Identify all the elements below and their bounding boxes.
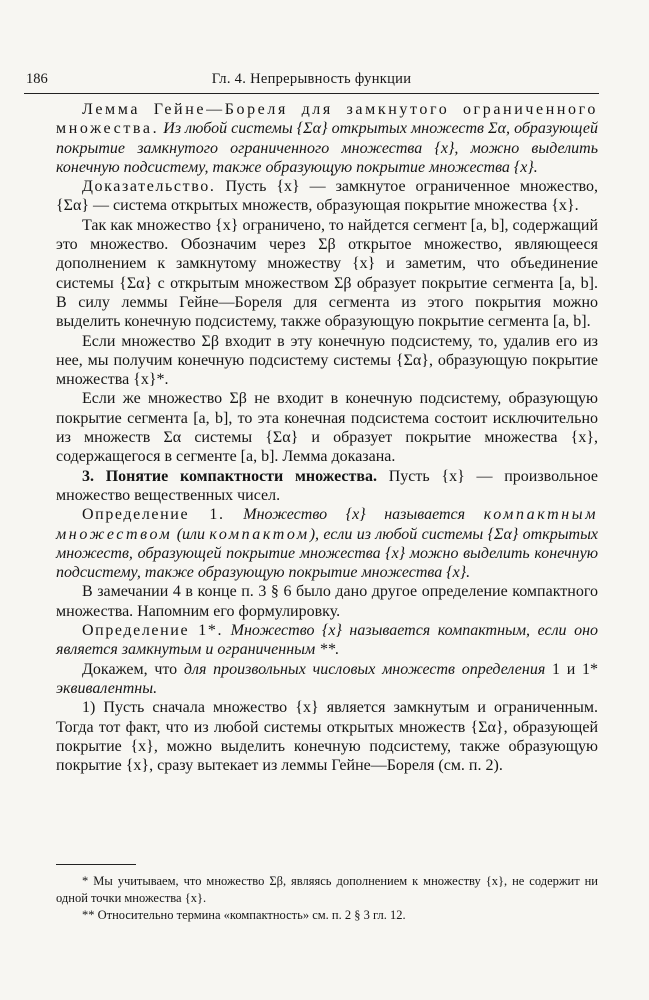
definition-1-text-b: (или — [176, 525, 206, 543]
footnotes — [56, 873, 598, 924]
definition-1-star-text: Множество {x} называется компактным, если оно является замкнутым и ограниченным **. — [56, 622, 599, 659]
section-3-paragraph — [56, 467, 598, 506]
proof-paragraph-2: Так как множество {x} ограничено, то найдется сегмент [a, b], содержащий это множество. Обозначим через Σβ открытое множество, являющееся дополнением к замкнутому множеству {x} и заметим, что объединение системы {Σα} с открытым множеством Σβ образует покрытие сегмента [a, b]. В силу леммы Гейне—Бореля для сегмента из этого покрытия можно выделить конечную подсистему, также образующую покрытие сегмента [a, b]. — [56, 216, 598, 331]
section-3-heading: 3. Понятие компактности множества. — [82, 467, 377, 485]
main-text — [56, 100, 598, 775]
header-rule — [24, 93, 599, 94]
section-3-text: Пусть {x} — произвольное множество вещественных чисел. — [56, 467, 599, 504]
definition-1-label: Определение 1. — [82, 506, 225, 524]
running-title: Гл. 4. Непрерывность функции — [211, 71, 412, 87]
equivalence-lead: Докажем, что — [82, 660, 178, 678]
footnote-1: * Мы учитываем, что множество Σβ, являясь дополнением к множеству {x}, не содержит ни одной точки множества {x}. — [56, 874, 598, 905]
equivalence-italic-b: эквивалентны. — [56, 679, 158, 697]
proof-paragraph-3: Если множество Σβ входит в эту конечную подсистему, то, удалив его из нее, мы получим конечную подсистему системы {Σα}, образующую покрытие множества {x}*. — [56, 332, 598, 389]
footnote-2: ** Относительно термина «компактность» см. п. 2 § 3 гл. 12. — [82, 908, 406, 922]
page-number: 186 — [26, 71, 48, 87]
proof-paragraph-4: Если же множество Σβ не входит в конечную подсистему, образующую покрытие сегмента [a, b], то эта конечная подсистема состоит исключительно из множеств Σα системы {Σα} и образует покрытие множества {x}, содержащегося в сегменте [a, b]. Лемма доказана. — [56, 390, 598, 466]
equivalence-refs: 1 и 1* — [552, 660, 599, 678]
definition-1-term: компактным множеством — [56, 506, 599, 543]
lemma-paragraph — [56, 100, 598, 177]
equivalence-italic-a: для произвольных числовых множеств определения — [183, 660, 546, 678]
lemma-title: Лемма Гейне—Бореля для замкнутого ограниченного множества. — [56, 101, 598, 138]
proof-label: Доказательство. — [82, 178, 216, 196]
proof-text-1: Пусть {x} — замкнутое ограниченное множество, {Σα} — система открытых множеств, образующая покрытие множества {x}. — [56, 178, 599, 215]
definition-1-star — [56, 621, 598, 660]
equivalence-claim — [56, 660, 598, 699]
proof-paragraph-1 — [56, 177, 598, 216]
remark-paragraph: В замечании 4 в конце п. 3 § 6 было дано другое определение компактного множества. Напомним его формулировку. — [56, 583, 598, 620]
footnote-rule — [56, 864, 136, 865]
definition-1-text-c: ), если из любой системы {Σα} открытых множеств, образующей покрытие множества {x} можно выделить конечную подсистему, также образующую покрытие множества {x}. — [56, 525, 599, 582]
definition-1 — [56, 505, 598, 582]
proof-item-1: 1) Пусть сначала множество {x} является замкнутым и ограниченным. Тогда тот факт, что из любой системы открытых множеств {Σα}, образующей покрытие {x}, можно выделить конечную подсистему, также образующую покрытие {x}, сразу вытекает из леммы Гейне—Бореля (см. п. 2). — [56, 699, 598, 775]
definition-1-term-2: компактом — [209, 525, 310, 543]
definition-1-text-a: Множество {x} называется — [243, 506, 466, 524]
definition-1-star-label: Определение 1*. — [82, 622, 224, 640]
lemma-statement: Из любой системы {Σα} открытых множеств Σα, образующей покрытие замкнутого ограниченного множества {x}, можно выделить конечную подсистему, также образующую покрытие множества {x}. — [56, 120, 598, 176]
